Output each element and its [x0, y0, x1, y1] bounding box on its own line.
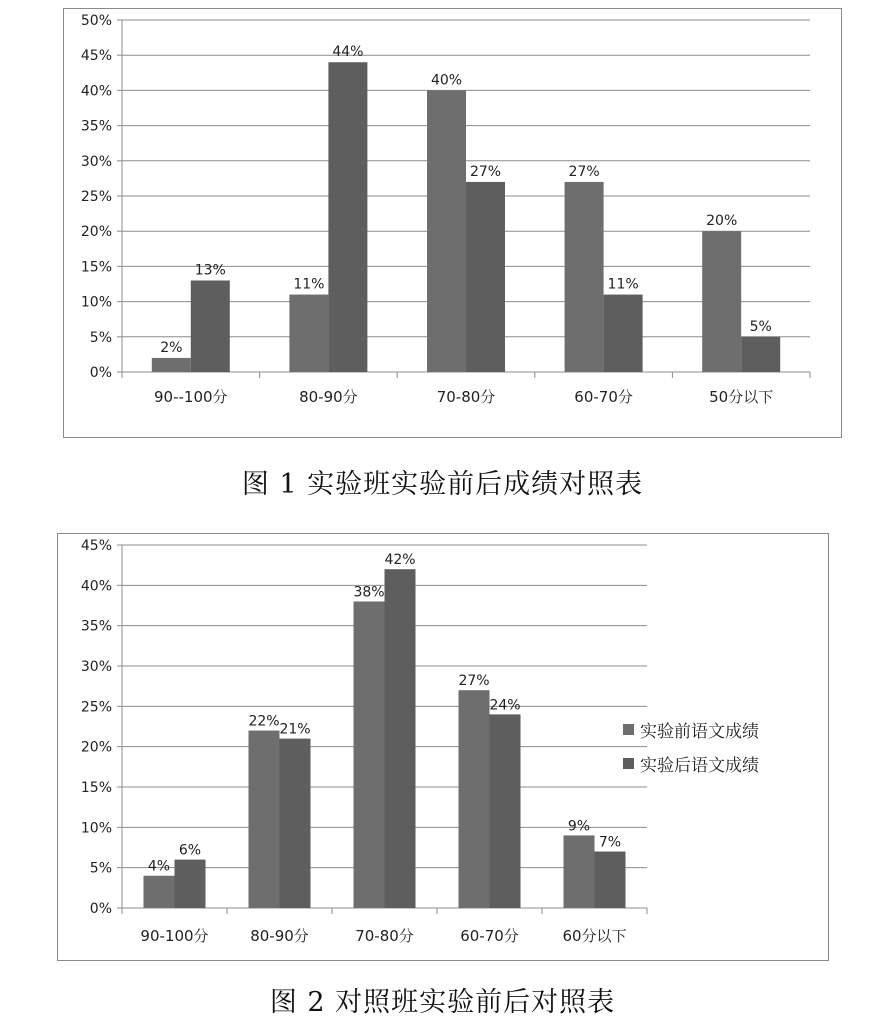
data-label: 38%	[353, 584, 385, 601]
legend-label-before: 实验前语文成绩	[640, 721, 759, 742]
data-label: 5%	[749, 318, 772, 335]
bar-series-2	[175, 860, 206, 908]
legend-item-after	[623, 746, 759, 780]
x-category-label: 70-80分	[436, 388, 496, 406]
legend-label-after: 实验后语文成绩	[640, 755, 759, 776]
y-tick-label: 10%	[80, 820, 112, 837]
chart-2-caption: 图 2 对照班实验前后对照表	[269, 987, 616, 1018]
data-label: 22%	[248, 713, 280, 730]
data-label: 27%	[568, 163, 600, 180]
x-category-label: 60-70分	[574, 388, 633, 406]
data-label: 7%	[598, 834, 622, 851]
bar-series-1	[354, 601, 385, 908]
y-tick-label: 35%	[80, 618, 112, 635]
y-tick-label: 25%	[80, 699, 112, 716]
data-label: 11%	[607, 276, 639, 293]
y-tick-label: 45%	[80, 48, 112, 65]
data-label: 2%	[160, 339, 183, 356]
y-tick-label: 15%	[80, 780, 112, 796]
data-label: 27%	[458, 673, 490, 690]
x-category-label: 70-80分	[355, 927, 414, 945]
data-label: 20%	[706, 213, 738, 230]
data-label: 4%	[147, 858, 171, 875]
bar-series-1	[459, 690, 490, 908]
y-tick-label: 30%	[80, 153, 112, 170]
data-label: 24%	[489, 697, 521, 714]
bar-series-2	[280, 739, 311, 908]
x-category-label: 60分以下	[562, 927, 627, 945]
legend-item-before	[623, 712, 759, 746]
y-tick-label: 5%	[89, 329, 112, 346]
legend-swatch-after	[623, 758, 634, 769]
legend-swatch-before	[623, 724, 634, 735]
x-category-label: 80-90分	[299, 388, 358, 406]
y-tick-label: 0%	[89, 901, 112, 917]
bar-series-1	[564, 835, 595, 908]
x-category-label: 80-90分	[250, 927, 309, 945]
y-tick-label: 10%	[80, 294, 112, 311]
bar-series-1	[144, 876, 175, 908]
y-tick-label: 45%	[80, 538, 112, 554]
y-tick-label: 20%	[80, 739, 112, 756]
data-label: 9%	[567, 818, 591, 835]
y-tick-label: 30%	[80, 659, 112, 675]
y-tick-label: 25%	[80, 189, 112, 205]
data-label: 27%	[469, 163, 502, 180]
chart-1-caption: 图 1 实验班实验前后成绩对照表	[241, 469, 644, 500]
y-tick-label: 0%	[89, 365, 112, 381]
y-tick-label: 15%	[80, 259, 112, 276]
x-category-label: 60-70分	[460, 927, 519, 945]
data-label: 42%	[384, 552, 416, 569]
data-label: 6%	[178, 842, 202, 859]
bar-series-2	[595, 852, 626, 908]
data-label: 21%	[279, 721, 311, 738]
data-label: 44%	[332, 44, 364, 61]
chart-2-legend	[623, 712, 759, 780]
x-category-label: 90-100分	[140, 927, 209, 945]
bar-series-2	[385, 569, 416, 908]
bar-series-1	[249, 731, 280, 908]
y-tick-label: 50%	[80, 13, 112, 29]
bar-series-2	[490, 714, 521, 908]
y-tick-label: 40%	[80, 578, 112, 595]
y-tick-label: 5%	[89, 860, 112, 877]
y-tick-label: 35%	[80, 118, 112, 135]
data-label: 13%	[194, 262, 226, 279]
y-tick-label: 20%	[80, 224, 112, 241]
x-category-label: 50分以下	[709, 388, 774, 406]
data-label: 11%	[293, 276, 325, 293]
y-tick-label: 40%	[80, 83, 112, 100]
x-category-label: 90--100分	[154, 388, 228, 406]
data-label: 40%	[430, 72, 463, 89]
